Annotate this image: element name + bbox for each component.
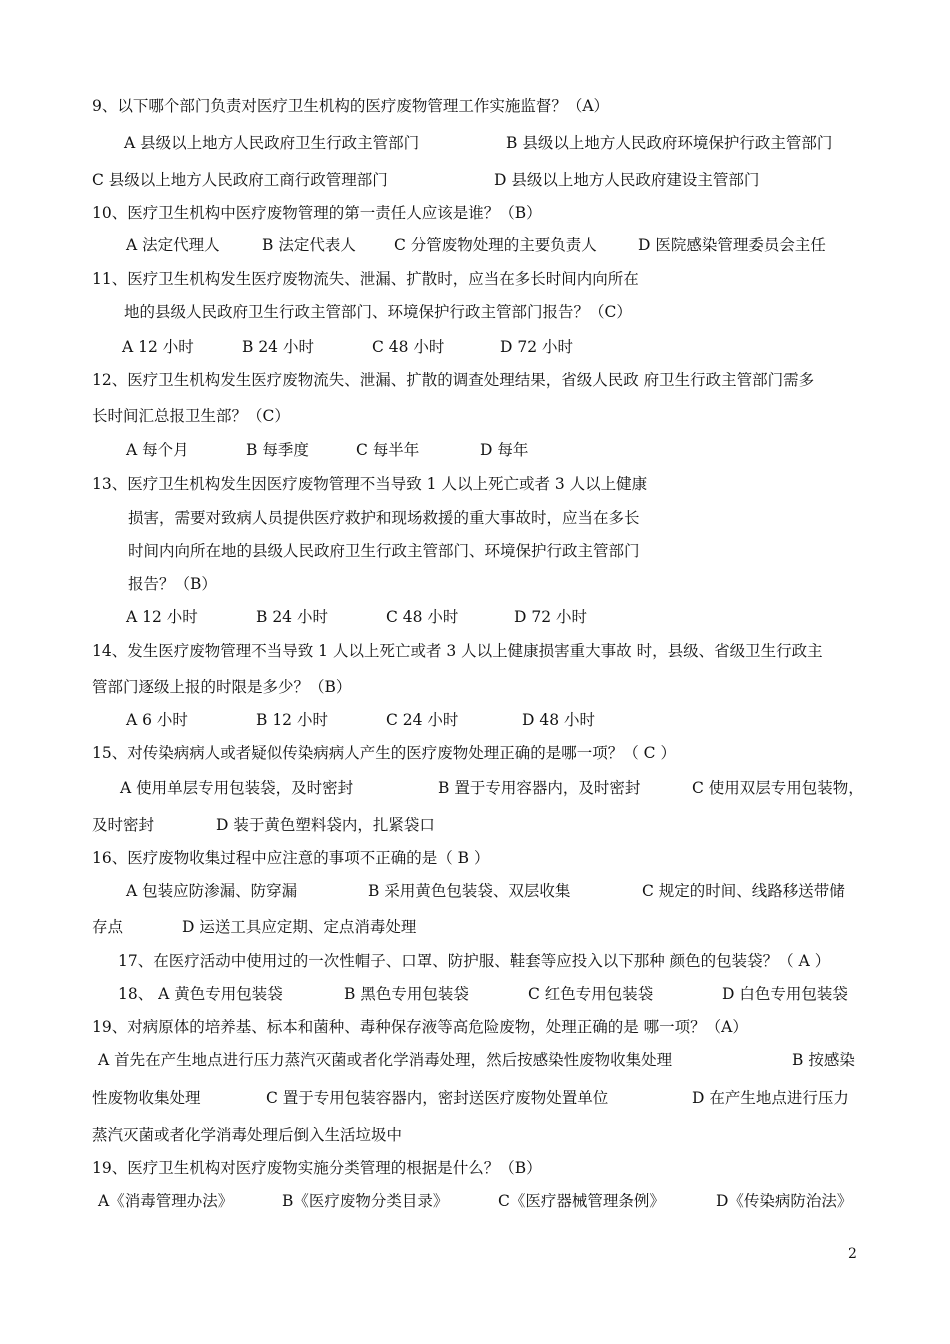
option-c: C 48 小时 [372, 338, 445, 356]
option-d: D 白色专用包装袋 [722, 985, 848, 1003]
option-b: B 法定代表人 [262, 236, 356, 254]
option-a: A《消毒管理办法》 [98, 1192, 234, 1210]
option-b: B 黑色专用包装袋 [344, 985, 469, 1003]
question-14-options [0, 710, 950, 730]
option-b-continued: 性废物收集处理 [92, 1089, 201, 1107]
option-c: C 红色专用包装袋 [528, 985, 654, 1003]
option-b: B 县级以上地方人民政府环境保护行政主管部门 [506, 134, 833, 152]
option-d: D 县级以上地方人民政府建设主管部门 [494, 171, 760, 189]
question-13-options [0, 607, 950, 627]
option-b: B 24 小时 [256, 608, 328, 626]
question-10: 10、医疗卫生机构中医疗废物管理的第一责任人应该是谁？（B） [92, 204, 542, 222]
page-number: 2 [848, 1246, 857, 1262]
question-14-line-1: 14、发生医疗废物管理不当导致 1 人以上死亡或者 3 人以上健康损害重大事故 时，县级、省级卫生行政主 [92, 642, 823, 660]
option-d: D《传染病防治法》 [716, 1192, 853, 1210]
option-d: D 医院感染管理委员会主任 [638, 236, 826, 254]
option-a: A 法定代理人 [126, 236, 220, 254]
option-a: A 县级以上地方人民政府卫生行政主管部门 [124, 134, 420, 152]
option-c: C 每半年 [356, 441, 420, 459]
question-9: 9、以下哪个部门负责对医疗卫生机构的医疗废物管理工作实施监督？（A） [92, 97, 610, 115]
question-17: 17、在医疗活动中使用过的一次性帽子、口罩、防护服、鞋套等应投入以下那种 颜色的包装袋？（ A ） [118, 952, 831, 970]
option-c: C 分管废物处理的主要负责人 [394, 236, 597, 254]
question-16: 16、医疗废物收集过程中应注意的事项不正确的是（ B ） [92, 849, 490, 867]
question-19a-options-row-2 [0, 1088, 950, 1108]
question-13-line-3: 时间内向所在地的县级人民政府卫生行政主管部门、环境保护行政主管部门 [128, 542, 640, 560]
question-12-line-1: 12、医疗卫生机构发生医疗废物流失、泄漏、扩散的调查处理结果，省级人民政 府卫生行政主管部门需多 [92, 371, 815, 389]
question-11-options [0, 337, 950, 357]
question-14-line-2: 管部门逐级上报的时限是多少？（B） [92, 678, 352, 696]
question-13-line-4: 报告？（B） [128, 575, 217, 593]
option-a: A 每个月 [126, 441, 189, 459]
question-11-line-1: 11、医疗卫生机构发生医疗废物流失、泄漏、扩散时，应当在多长时间内向所在 [92, 270, 639, 288]
option-b: B 24 小时 [242, 338, 314, 356]
option-a: A 首先在产生地点进行压力蒸汽灭菌或者化学消毒处理，然后按感染性废物收集处理 [98, 1051, 673, 1069]
question-10-options [0, 235, 950, 255]
option-d: D 在产生地点进行压力 [692, 1089, 849, 1107]
option-c: C 置于专用包装容器内，密封送医疗废物处置单位 [266, 1089, 609, 1107]
option-b: B 置于专用容器内，及时密封 [438, 779, 641, 797]
question-15: 15、对传染病病人或者疑似传染病病人产生的医疗废物处理正确的是哪一项？（ C ） [92, 744, 676, 762]
option-d: D 72 小时 [514, 608, 588, 626]
option-b: B《医疗废物分类目录》 [282, 1192, 449, 1210]
option-a: A 6 小时 [126, 711, 188, 729]
question-17-options [0, 984, 950, 1004]
option-d: D 72 小时 [500, 338, 574, 356]
question-13-line-2: 损害，需要对致病人员提供医疗救护和现场救援的重大事故时，应当在多长 [128, 509, 640, 527]
option-a: A 包装应防渗漏、防穿漏 [126, 882, 298, 900]
question-11-line-2: 地的县级人民政府卫生行政主管部门、环境保护行政主管部门报告？（C） [124, 303, 632, 321]
option-c: C 48 小时 [386, 608, 459, 626]
option-c: C 县级以上地方人民政府工商行政管理部门 [92, 171, 388, 189]
question-15-options-row-2 [0, 815, 950, 835]
option-d-continued: 蒸汽灭菌或者化学消毒处理后倒入生活垃圾中 [92, 1126, 403, 1144]
option-b: B 按感染 [792, 1051, 855, 1069]
option-d: D 每年 [480, 441, 529, 459]
option-c: C 规定的时间、线路移送带储 [642, 882, 845, 900]
question-16-options-row-1 [0, 881, 950, 901]
option-d: D 运送工具应定期、定点消毒处理 [182, 918, 417, 936]
question-9-options-row-2 [0, 170, 950, 190]
option-c: C 24 小时 [386, 711, 459, 729]
option-a: A 12 小时 [122, 338, 194, 356]
question-19a: 19、对病原体的培养基、标本和菌种、毒种保存液等高危险废物，处理正确的是 哪一项？（A） [92, 1018, 748, 1036]
question-12-options [0, 440, 950, 460]
question-19b: 19、医疗卫生机构对医疗废物实施分类管理的根据是什么？（B） [92, 1159, 542, 1177]
question-19b-options [0, 1191, 950, 1211]
option-d: D 48 小时 [522, 711, 596, 729]
question-19a-options-row-1 [0, 1050, 950, 1070]
option-b: B 每季度 [246, 441, 309, 459]
option-c: C 使用双层专用包装物， [692, 779, 864, 797]
option-c: C《医疗器械管理条例》 [498, 1192, 665, 1210]
option-b: B 采用黄色包装袋、双层收集 [368, 882, 571, 900]
option-c-continued: 及时密封 [92, 816, 155, 834]
question-16-options-row-2 [0, 917, 950, 937]
option-a: A 使用单层专用包装袋，及时密封 [120, 779, 354, 797]
option-a: 18、 A 黄色专用包装袋 [118, 985, 283, 1003]
question-9-options-row-1 [0, 133, 950, 153]
option-a: A 12 小时 [126, 608, 198, 626]
option-c-continued: 存点 [92, 918, 124, 936]
option-d: D 装于黄色塑料袋内，扎紧袋口 [216, 816, 435, 834]
question-13-line-1: 13、医疗卫生机构发生因医疗废物管理不当导致 1 人以上死亡或者 3 人以上健康 [92, 475, 648, 493]
question-15-options-row-1 [0, 778, 950, 798]
option-b: B 12 小时 [256, 711, 328, 729]
question-12-line-2: 长时间汇总报卫生部？（C） [92, 407, 290, 425]
